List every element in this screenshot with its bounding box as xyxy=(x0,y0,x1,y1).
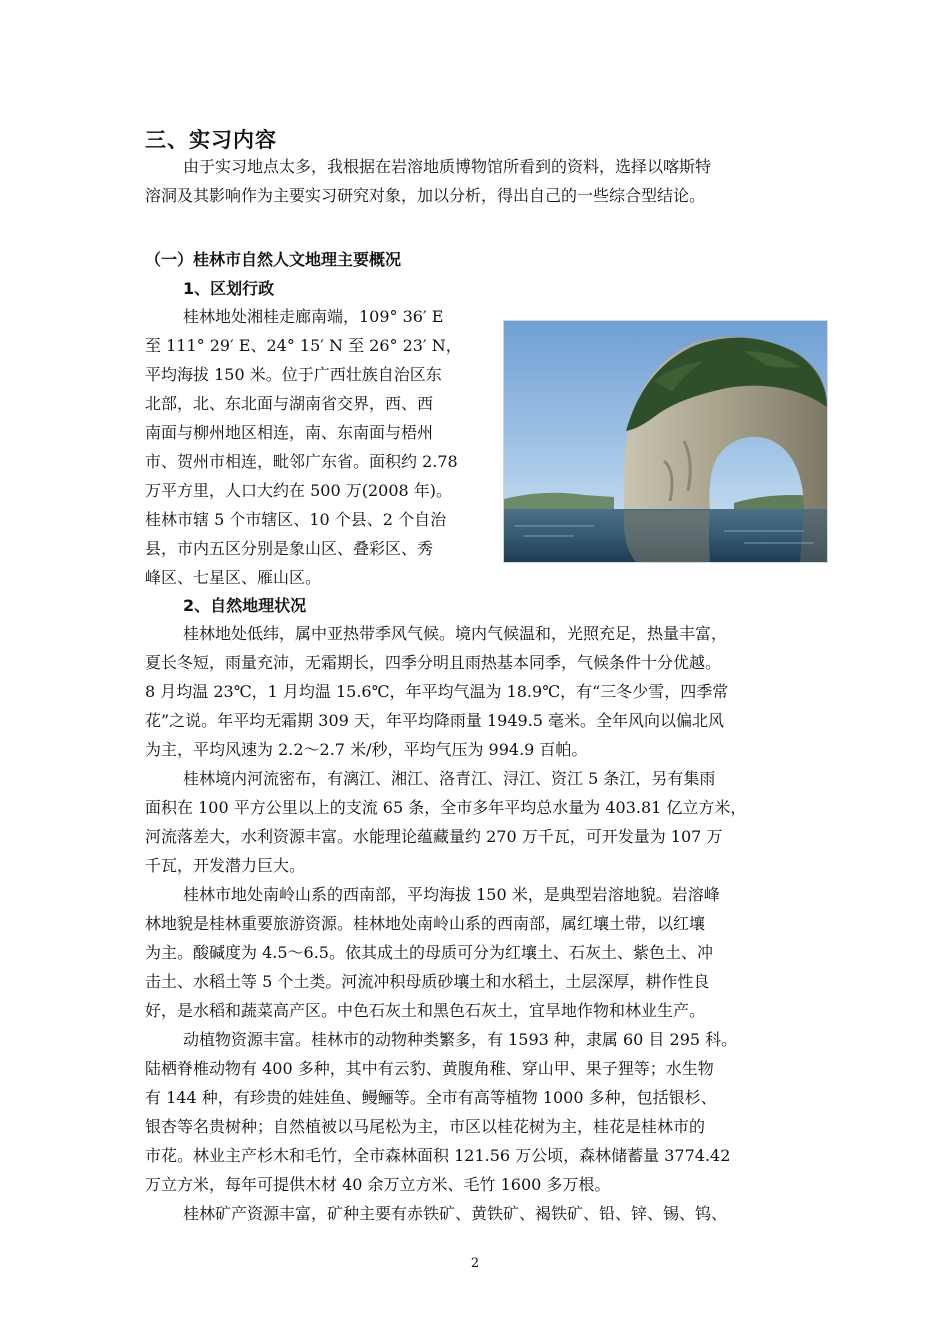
text-line: 峰区、七星区、雁山区。 xyxy=(145,568,322,587)
section-heading: 三、实习内容 xyxy=(145,128,277,152)
landscape-illustration xyxy=(504,321,827,562)
text-line: 北部，北、东北面与湖南省交界，西、西 xyxy=(145,394,434,413)
text-line: 万平方里，人口大约在 500 万(2008 年)。 xyxy=(145,481,453,500)
text-line: 至 111° 29′ E、24° 15′ N 至 26° 23′ N， xyxy=(145,336,462,355)
text-line: 花”之说。年平均无霜期 309 天，年平均降雨量 1949.5 毫米。全年风向以偏北风 xyxy=(145,711,725,730)
climate-paragraph xyxy=(145,619,728,764)
text-line: 桂林地处低纬，属中亚热带季风气候。境内气候温和，光照充足，热量丰富， xyxy=(183,624,728,643)
text-line: 为主，平均风速为 2.2～2.7 米/秒，平均气压为 994.9 百帕。 xyxy=(145,740,588,759)
text-line: 桂林市地处南岭山系的西南部，平均海拔 150 米，是典型岩溶地貌。岩溶峰 xyxy=(183,885,720,904)
page-number: 2 xyxy=(470,1256,480,1271)
text-line: 夏长冬短，雨量充沛，无霜期长，四季分明且雨热基本同季，气候条件十分优越。 xyxy=(145,653,722,672)
text-line: 万立方米，每年可提供木材 40 余万立方米、毛竹 1600 多万根。 xyxy=(145,1175,611,1194)
text-line: 市、贺州市相连，毗邻广东省。面积约 2.78 xyxy=(145,452,458,471)
text-line: 桂林矿产资源丰富，矿种主要有赤铁矿、黄铁矿、褐铁矿、铅、锌、锡、钨、 xyxy=(183,1204,728,1223)
subsection-heading: （一）桂林市自然人文地理主要概况 xyxy=(145,250,402,269)
text-line: 桂林市辖 5 个市辖区、10 个县、2 个自治 xyxy=(145,510,447,529)
text-line: 千瓦，开发潜力巨大。 xyxy=(145,856,306,875)
biology-paragraph xyxy=(145,1025,737,1199)
text-line: 溶洞及其影响作为主要实习研究对象，加以分析，得出自己的一些综合型结论。 xyxy=(145,186,706,205)
sub-heading-admin: 1、区划行政 xyxy=(183,279,275,298)
text-line: 为主。酸碱度为 4.5～6.5。依其成土的母质可分为红壤土、石灰土、紫色土、冲 xyxy=(145,943,713,962)
text-line: 银杏等名贵树种；自然植被以马尾松为主，市区以桂花树为主，桂花是桂林市的 xyxy=(145,1117,706,1136)
rivers-paragraph xyxy=(145,764,746,880)
elephant-trunk-hill-photo xyxy=(503,320,828,563)
text-line: 县，市内五区分别是象山区、叠彩区、秀 xyxy=(145,539,434,558)
admin-paragraph xyxy=(145,302,462,592)
text-line: 南面与柳州地区相连，南、东南面与梧州 xyxy=(145,423,434,442)
minerals-paragraph xyxy=(145,1199,727,1228)
text-line: 好，是水稻和蔬菜高产区。中色石灰土和黑色石灰土，宜旱地作物和林业生产。 xyxy=(145,1001,706,1020)
text-line: 林地貌是桂林重要旅游资源。桂林地处南岭山系的西南部，属红壤土带，以红壤 xyxy=(145,914,706,933)
text-line: 击土、水稻土等 5 个土类。河流冲积母质砂壤土和水稻土，土层深厚，耕作性良 xyxy=(145,972,710,991)
text-line: 陆栖脊椎动物有 400 多种，其中有云豹、黄腹角稚、穿山甲、果子狸等；水生物 xyxy=(145,1059,714,1078)
terrain-paragraph xyxy=(145,880,720,1025)
text-line: 动植物资源丰富。桂林市的动物种类繁多，有 1593 种，隶属 60 目 295 科。 xyxy=(183,1030,738,1049)
sub-heading-geography: 2、自然地理状况 xyxy=(183,596,307,615)
text-line: 由于实习地点太多，我根据在岩溶地质博物馆所看到的资料，选择以喀斯特 xyxy=(183,157,712,176)
intro-paragraph xyxy=(145,152,711,210)
text-line: 桂林地处湘桂走廊南端，109° 36′ E xyxy=(183,307,444,326)
text-line: 桂林境内河流密布，有漓江、湘江、洛青江、浔江、资江 5 条江，另有集雨 xyxy=(183,769,716,788)
text-line: 市花。林业主产杉木和毛竹，全市森林面积 121.56 万公顷，森林储蓄量 3774.42 xyxy=(145,1146,731,1165)
text-line: 有 144 种，有珍贵的娃娃鱼、鳗鲡等。全市有高等植物 1000 多种，包括银杉、 xyxy=(145,1088,717,1107)
text-line: 河流落差大，水利资源丰富。水能理论蕴藏量约 270 万千瓦，可开发量为 107 万 xyxy=(145,827,723,846)
text-line: 平均海拔 150 米。位于广西壮族自治区东 xyxy=(145,365,442,384)
text-line: 8 月均温 23℃，1 月均温 15.6℃，年平均气温为 18.9℃，有“三冬少雪，四季常 xyxy=(145,682,729,701)
text-line: 面积在 100 平方公里以上的支流 65 条，全市多年平均总水量为 403.81 亿立方米， xyxy=(145,798,747,817)
